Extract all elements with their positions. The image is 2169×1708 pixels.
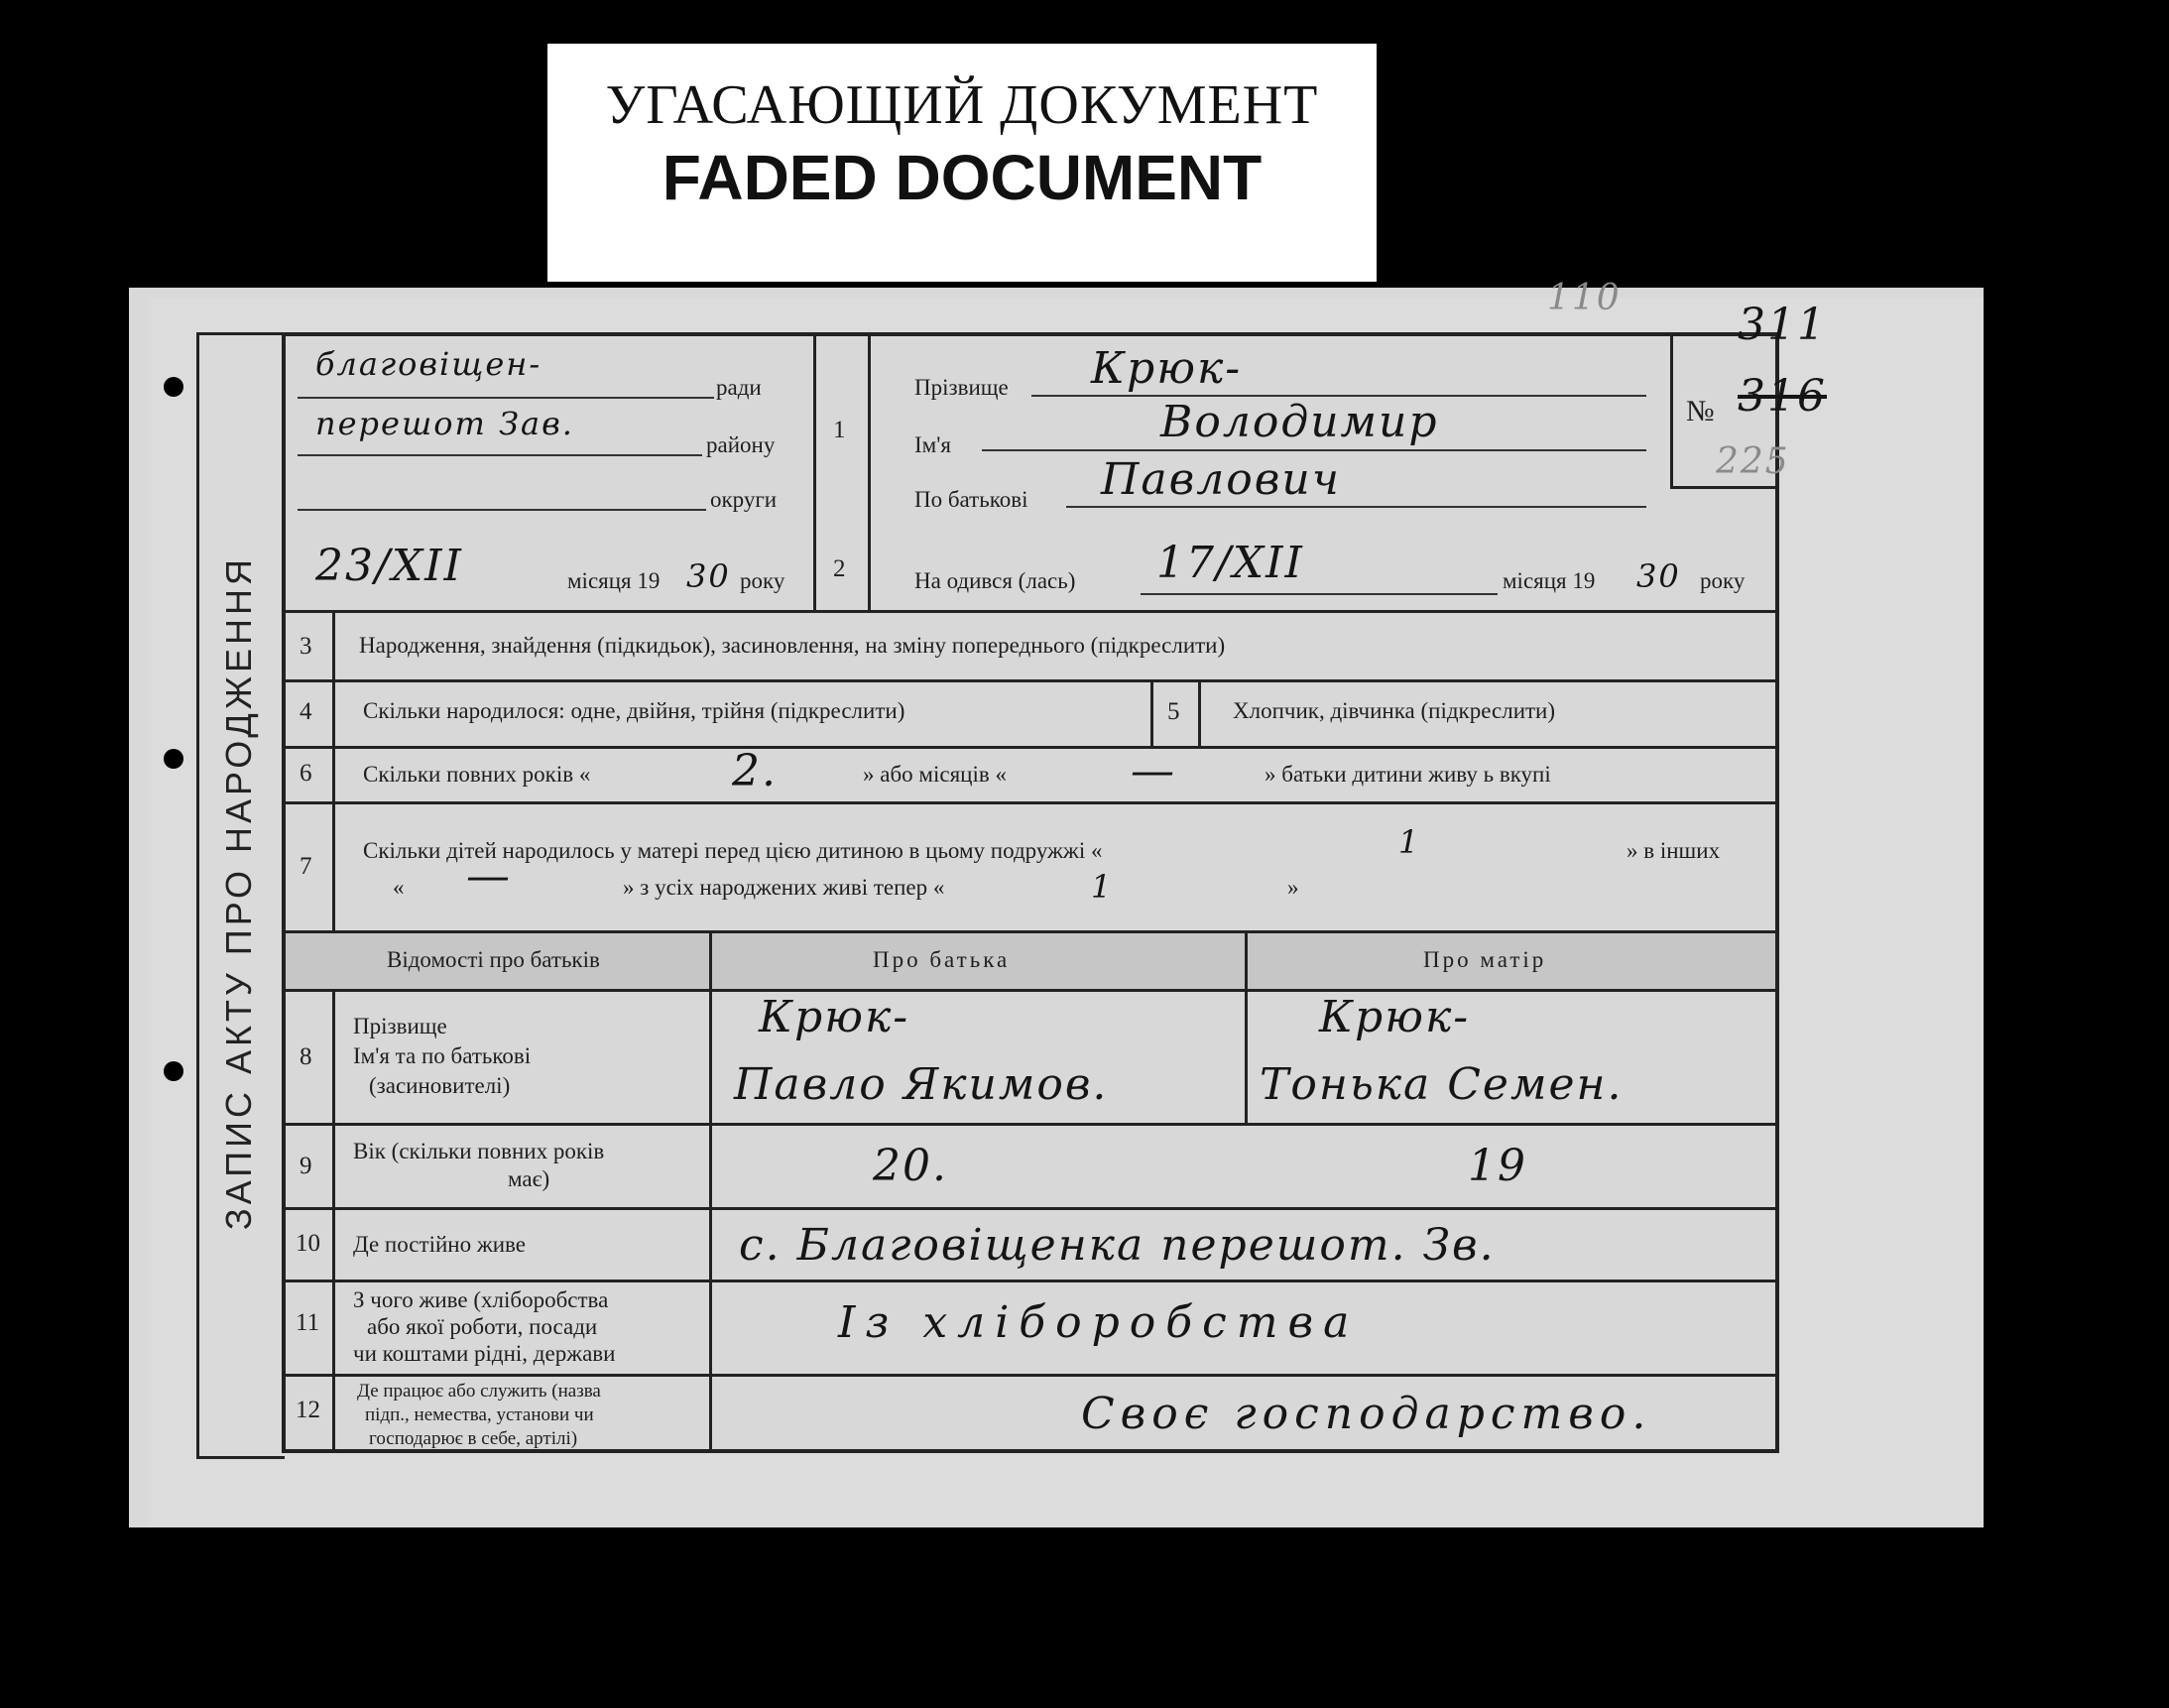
rule <box>282 1207 1779 1210</box>
pencil-note-bottom: 225 <box>1716 441 1790 482</box>
row-number-8: 8 <box>300 1043 312 1070</box>
name-line <box>982 449 1646 451</box>
birth-type-text: Народження, знайдення (підкидьок), засиновлення, на зміну попереднього (підкреслити) <box>359 633 1226 658</box>
rule <box>1670 486 1779 489</box>
patronymic-line <box>1066 506 1646 508</box>
rada-line <box>298 397 714 399</box>
mother-age-value: 19 <box>1468 1141 1527 1191</box>
okruh-label: округи <box>710 487 778 512</box>
rule <box>1150 679 1153 746</box>
registration-month-label: місяця 19 <box>567 568 661 593</box>
rule <box>813 332 816 610</box>
registration-year-label: року <box>740 568 785 593</box>
name-label: Ім'я <box>914 432 951 457</box>
father-name-value: Павло Якимов. <box>734 1059 1109 1110</box>
birth-month-label: місяця 19 <box>1503 568 1596 593</box>
livelihood-label-2: або якої роботи, посади <box>367 1314 598 1339</box>
children-alive-value: 1 <box>1091 868 1114 906</box>
rule <box>1245 930 1248 1123</box>
residence-label: Де постійно живе <box>353 1232 526 1257</box>
mother-name-value: Тонька Семен. <box>1260 1059 1624 1110</box>
children-alive-close: » <box>1287 875 1299 900</box>
child-surname-value: Крюк- <box>1091 343 1243 394</box>
label-russian: УГАСАЮЩИЙ ДОКУМЕНТ <box>605 74 1319 136</box>
record-number-struck: 316 <box>1738 371 1827 422</box>
age-label-2: має) <box>508 1166 550 1191</box>
row-number-1: 1 <box>833 417 846 443</box>
sex-text: Хлопчик, дівчинка (підкреслити) <box>1233 698 1556 723</box>
child-name-value: Володимир <box>1160 397 1439 447</box>
children-alive-label: » з усіх народжених живі тепер « <box>623 875 945 900</box>
row-number-2: 2 <box>833 555 846 582</box>
row-number-11: 11 <box>296 1309 320 1336</box>
livelihood-label-3: чи коштами рідні, держави <box>353 1341 616 1366</box>
rada-value: благовіщен- <box>315 345 542 383</box>
raion-value: перешот Зав. <box>315 405 574 442</box>
workplace-label-3: господарює в себе, артілі) <box>369 1428 578 1449</box>
rule <box>282 1123 1779 1126</box>
livelihood-value: Із хліборобства <box>838 1297 1360 1348</box>
punch-hole <box>164 1061 183 1081</box>
children-other-open: « <box>393 875 405 900</box>
rada-label: ради <box>716 375 762 400</box>
rule <box>282 746 1779 749</box>
registration-year-value: 30 <box>686 557 731 595</box>
patronymic-label: По батькові <box>914 487 1028 512</box>
children-before-value: 1 <box>1398 823 1421 861</box>
punch-hole <box>164 377 183 397</box>
row-number-3: 3 <box>300 633 312 660</box>
punch-hole <box>164 749 183 769</box>
marriage-months-label: » або місяців « <box>863 762 1007 787</box>
rule <box>332 610 335 930</box>
workplace-label-1: Де працює або служить (назва <box>357 1381 601 1402</box>
row-number-9: 9 <box>300 1153 312 1179</box>
mother-surname-value: Крюк- <box>1319 992 1471 1042</box>
raion-line <box>298 454 702 456</box>
label-english: FADED DOCUMENT <box>662 142 1263 213</box>
row-number-6: 6 <box>300 760 312 787</box>
side-title: ЗАПИС АКТУ ПРО НАРОДЖЕННЯ <box>218 554 259 1231</box>
parent-name-label-1: Прізвище <box>353 1014 447 1038</box>
birth-year-value: 30 <box>1636 557 1681 595</box>
row-number-5: 5 <box>1167 698 1180 725</box>
rule <box>282 679 1779 682</box>
parent-name-label-2: Ім'я та по батькові <box>353 1043 532 1068</box>
children-other-value: — <box>466 851 512 902</box>
rule <box>282 610 1779 613</box>
rule <box>282 1280 1779 1282</box>
parents-info-header: Відомості про батьків <box>387 947 600 972</box>
child-patronymic-value: Павлович <box>1101 454 1342 505</box>
record-number-new: 311 <box>1738 300 1827 350</box>
rule <box>1198 679 1201 746</box>
age-label-1: Вік (скільки повних років <box>353 1139 605 1163</box>
marriage-months-value: — <box>1131 746 1176 796</box>
rule <box>282 989 1779 992</box>
rule <box>868 332 871 610</box>
row-number-10: 10 <box>296 1230 320 1257</box>
parents-together-label: » батьки дитини живу ь вкупі <box>1265 762 1551 787</box>
father-header: Про батька <box>873 947 1011 972</box>
born-label: На одився (лась) <box>914 568 1076 593</box>
rule <box>282 930 1779 933</box>
father-age-value: 20. <box>873 1141 948 1191</box>
registration-date-value: 23/XII <box>315 541 463 591</box>
birth-date-line <box>1141 593 1498 595</box>
okruh-line <box>298 509 706 511</box>
livelihood-label-1: З чого живе (хліборобства <box>353 1287 609 1312</box>
children-other-label: » в інших <box>1627 838 1721 863</box>
surname-label: Прізвище <box>914 375 1009 400</box>
raion-label: району <box>706 432 776 457</box>
marriage-years-value: 2. <box>732 746 778 796</box>
rule <box>332 989 335 1453</box>
workplace-label-2: підп., немества, установи чи <box>365 1404 594 1425</box>
record-number-label: № <box>1686 395 1715 427</box>
rule <box>709 930 712 1453</box>
row-number-7: 7 <box>300 853 312 880</box>
marriage-years-label: Скільки повних років « <box>363 762 591 787</box>
mother-header: Про матір <box>1423 947 1547 972</box>
rule <box>282 1374 1779 1377</box>
workplace-value: Своє господарство. <box>1081 1389 1652 1439</box>
faded-document-label <box>547 44 1377 282</box>
father-surname-value: Крюк- <box>759 992 910 1042</box>
residence-value: с. Благовіщенка перешот. Зв. <box>739 1220 1496 1271</box>
parent-name-label-3: (засиновителі) <box>369 1073 511 1098</box>
row-number-12: 12 <box>296 1397 320 1423</box>
pencil-note-top: 110 <box>1547 278 1622 318</box>
multiplicity-text: Скільки народилося: одне, двійня, трійня (підкреслити) <box>363 698 905 723</box>
rule <box>282 801 1779 804</box>
rule <box>1670 332 1673 489</box>
row-number-4: 4 <box>300 698 312 725</box>
children-before-label: Скільки дітей народилось у матері перед цією дитиною в цьому подружжі « <box>363 838 1103 863</box>
birth-year-label: року <box>1700 568 1746 593</box>
birth-date-value: 17/XII <box>1156 538 1304 588</box>
